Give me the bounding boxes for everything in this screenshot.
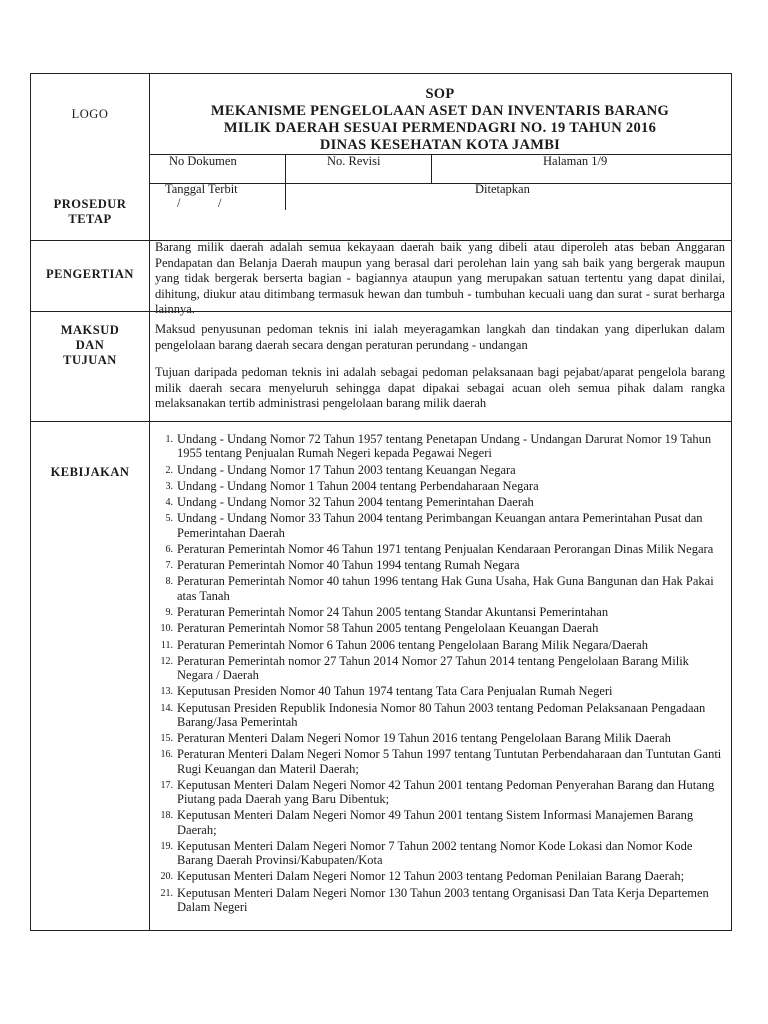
list-item-text: Keputusan Menteri Dalam Negeri Nomor 7 Tahun 2002 tentang Nomor Kode Lokasi dan Nomor Kode Barang Daerah Provinsi/Kabupaten/Kota (177, 838, 693, 868)
list-item-text: Keputusan Presiden Nomor 40 Tahun 1974 tentang Tata Cara Penjualan Rumah Negeri (177, 684, 613, 699)
list-item (149, 511, 725, 539)
maksud-tujuan-label: MAKSUD DAN TUJUAN (60, 323, 120, 367)
list-item-number: 16. (160, 749, 173, 761)
list-item (149, 542, 725, 556)
list-item-text: Undang - Undang Nomor 17 Tahun 2003 tentang Keuangan Negara (177, 462, 516, 477)
list-item-text: Undang - Undang Nomor 32 Tahun 2004 tentang Pemerintahan Daerah (177, 495, 534, 510)
list-item-number: 10. (160, 623, 173, 635)
list-item-text: Keputusan Menteri Dalam Negeri Nomor 12 Tahun 2003 tentang Pedoman Penilaian Barang Daerah; (177, 869, 685, 884)
list-item-text: Peraturan Pemerintah Nomor 40 tahun 1996 tentang Hak Guna Usaha, Hak Guna Bangunan dan Hak Pakai atas Tanah (177, 574, 714, 603)
divider (31, 311, 731, 312)
list-item-number: 14. (160, 702, 173, 714)
list-item (149, 654, 725, 682)
halaman-label: Halaman 1/9 (543, 154, 608, 168)
list-item-number: 2. (165, 464, 173, 476)
title-line-1: MEKANISME PENGELOLAAN ASET DAN INVENTARIS BARANG (210, 103, 670, 119)
list-item (149, 886, 725, 914)
list-item-number: 6. (165, 543, 173, 555)
list-item (149, 432, 725, 460)
list-item-number: 7. (165, 560, 173, 572)
list-item (149, 558, 725, 572)
list-item (149, 747, 725, 775)
kebijakan-label: KEBIJAKAN (50, 464, 130, 479)
divider (431, 154, 432, 184)
list-item (149, 869, 725, 883)
divider (31, 421, 731, 422)
list-item (149, 621, 725, 635)
list-item-number: 11. (160, 639, 173, 651)
list-item (149, 463, 725, 477)
list-item-text: Peraturan Pemerintah Nomor 58 Tahun 2005 tentang Pengelolaan Keuangan Daerah (177, 621, 599, 636)
list-item-number: 5. (165, 513, 173, 525)
list-item-number: 1. (165, 434, 173, 445)
title-line-3: DINAS KESEHATAN KOTA JAMBI (319, 137, 561, 153)
list-item (149, 495, 725, 509)
list-item-text: Peraturan Menteri Dalam Negeri Nomor 19 Tahun 2016 tentang Pengelolaan Barang Milik Daerah (177, 731, 671, 746)
maksud-paragraph: Maksud penyusunan pedoman teknis ini ialah meyeragamkan langkah dan tindakan yang diperlukan dalam pengelolaan barang daerah secara dengan peraturan perundang - undangan (155, 322, 725, 352)
list-item-text: Undang - Undang Nomor 33 Tahun 2004 tentang Perimbangan Keuangan antara Pemerintahan Pusat dan Pemerintahan Daerah (177, 511, 703, 540)
list-item-number: 20. (160, 871, 173, 883)
list-item-text: Keputusan Menteri Dalam Negeri Nomor 42 Tahun 2001 tentang Pedoman Penyerahan Barang dan Hutang Piutang pada Daerah yang Baru Dibentuk; (177, 777, 715, 807)
list-item-number: 18. (160, 810, 173, 822)
list-item (149, 605, 725, 619)
list-item (149, 808, 725, 836)
list-item-number: 3. (165, 480, 173, 492)
ditetapkan-label: Ditetapkan (475, 182, 530, 196)
no-revisi-label: No. Revisi (327, 154, 381, 168)
kebijakan-list (149, 432, 725, 916)
pengertian-text: Barang milik daerah adalah semua kekayaan daerah baik yang dibeli atau diperoleh atas beban Anggaran Pendapatan dan Belanja Daerah maupun yang berasal dari perolehan lain yang sah baik yang bergerak maupun yang tidak bergerak berserta bagian - bagiannya ataupun yang merupakan satuan tertentu yang dapat dinilai, dihitung, diukur atau ditimbang termasuk hewan dan tumbuh - tumbuhan kecuali uang dan surat - surat berharga lainnya. (155, 240, 725, 316)
no-dokumen-label: No Dokumen (169, 154, 237, 168)
title-line-2: MILIK DAERAH SESUAI PERMENDAGRI NO. 19 TAHUN 2016 (223, 120, 657, 136)
list-item-text: Peraturan Menteri Dalam Negeri Nomor 5 Tahun 1997 tentang Tuntutan Perbendaharaan dan Tuntutan Ganti Rugi Keuangan dan Materil Daerah; (177, 747, 722, 776)
list-item-text: Peraturan Pemerintah nomor 27 Tahun 2014 Nomor 27 Tahun 2014 tentang Pengelolaan Barang Milik Negara / Daerah (177, 653, 689, 683)
pengertian-label: PENGERTIAN (46, 267, 134, 281)
list-item-number: 13. (160, 686, 173, 698)
list-item-number: 9. (165, 606, 173, 618)
list-item-number: 8. (165, 576, 173, 588)
list-item (149, 839, 725, 867)
list-item-text: Keputusan Menteri Dalam Negeri Nomor 130 Tahun 2003 tentang Organisasi Dan Tata Kerja Departemen Dalam Negeri (177, 885, 709, 914)
tanggal-terbit-value: / / (177, 196, 222, 210)
list-item-number: 12. (160, 655, 173, 667)
list-item-number: 19. (160, 840, 173, 852)
tujuan-paragraph: Tujuan daripada pedoman teknis ini adalah sebagai pedoman pelaksanaan bagi pejabat/aparat pengelola barang milik daerah secara menyeluruh sehingga dapat dipakai sebagai acuan oleh semua pihak dalam rangka melaksanakan tertib administrasi pengelolaan barang milik daerah (155, 365, 725, 410)
list-item (149, 778, 725, 806)
list-item-text: Peraturan Pemerintah Nomor 24 Tahun 2005 tentang Standar Akuntansi Pemerintahan (177, 604, 609, 619)
list-item (149, 684, 725, 698)
list-item-text: Undang - Undang Nomor 1 Tahun 2004 tentang Perbendaharaan Negara (177, 478, 539, 493)
list-item (149, 701, 725, 729)
list-item-text: Undang - Undang Nomor 72 Tahun 1957 tentang Penetapan Undang - Undangan Darurat Nomor 19 Tahun 1955 tentang Penjualan Rumah Negeri kepada Pegawai Negeri (177, 432, 712, 461)
list-item-number: 4. (165, 497, 173, 509)
divider (285, 154, 286, 210)
list-item (149, 731, 725, 745)
document-title (149, 86, 731, 154)
prosedur-tetap-label: PROSEDUR TETAP (53, 196, 127, 226)
tanggal-terbit-label: Tanggal Terbit (165, 182, 238, 196)
list-item (149, 638, 725, 652)
sop-label: SOP (425, 86, 455, 102)
list-item-text: Peraturan Pemerintah Nomor 40 Tahun 1994 tentang Rumah Negara (177, 558, 520, 573)
list-item-number: 15. (160, 733, 173, 745)
logo-placeholder: LOGO (71, 106, 109, 121)
list-item (149, 479, 725, 493)
sop-document-table (30, 73, 732, 931)
list-item-text: Keputusan Menteri Dalam Negeri Nomor 49 Tahun 2001 tentang Sistem Informasi Manajemen Barang Daerah; (177, 808, 694, 837)
list-item-number: 21. (160, 887, 173, 899)
list-item-text: Peraturan Pemerintah Nomor 46 Tahun 1971 tentang Penjualan Kendaraan Perorangan Dinas Milik Negara (177, 541, 714, 556)
list-item-text: Keputusan Presiden Republik Indonesia Nomor 80 Tahun 2003 tentang Pedoman Pelaksanaan Pengadaan Barang/Jasa Pemerintah (177, 700, 706, 729)
list-item-number: 17. (160, 779, 173, 791)
list-item-text: Peraturan Pemerintah Nomor 6 Tahun 2006 tentang Pengelolaan Barang Milik Negara/Daerah (177, 637, 648, 652)
list-item (149, 574, 725, 602)
